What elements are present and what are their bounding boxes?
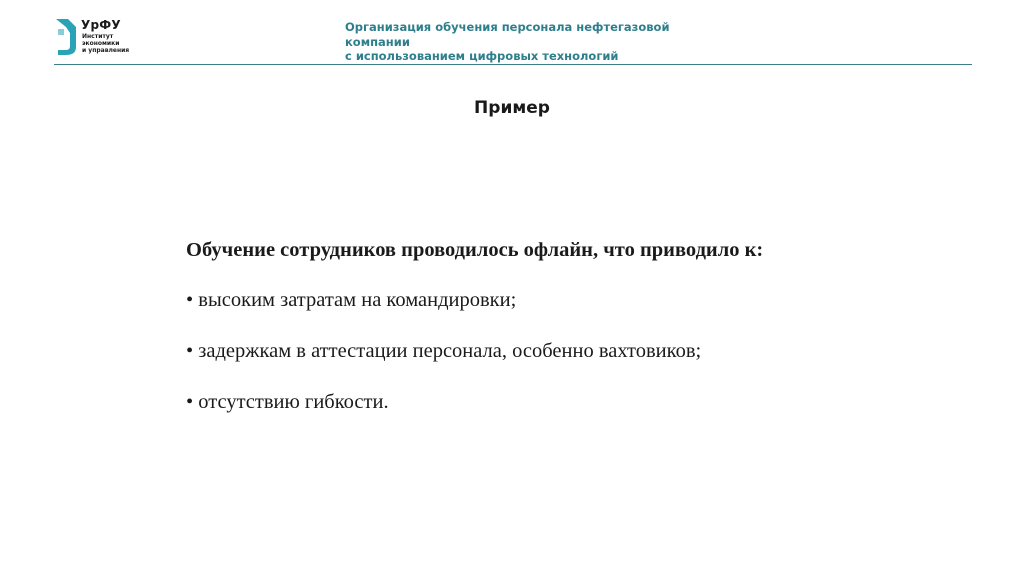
content-block [186, 239, 906, 442]
logo-subtitle-line: Институт [82, 33, 114, 40]
lead-text: Обучение сотрудников проводилось офлайн, что приводило к: [186, 239, 764, 261]
header-divider [54, 64, 972, 65]
logo-subtitle-line: экономики [82, 40, 120, 47]
logo-subtitle [82, 33, 129, 54]
header-title-line: с использованием цифровых технологий [345, 49, 619, 63]
bullet-item: • высоким затратам на командировки; [186, 289, 517, 311]
urfu-logo [54, 17, 154, 59]
logo-name: УрФУ [81, 18, 121, 32]
bullet-item: • отсутствию гибкости. [186, 391, 389, 413]
header-title [345, 20, 745, 64]
logo-subtitle-line: и управления [82, 47, 130, 54]
bullet-item: • задержкам в аттестации персонала, особенно вахтовиков; [186, 340, 702, 362]
header-title-line: Организация обучения персонала нефтегазовой [345, 20, 670, 34]
header-title-line: компании [345, 34, 410, 49]
urfu-logo-icon [54, 17, 78, 57]
section-title: Пример [474, 98, 550, 118]
